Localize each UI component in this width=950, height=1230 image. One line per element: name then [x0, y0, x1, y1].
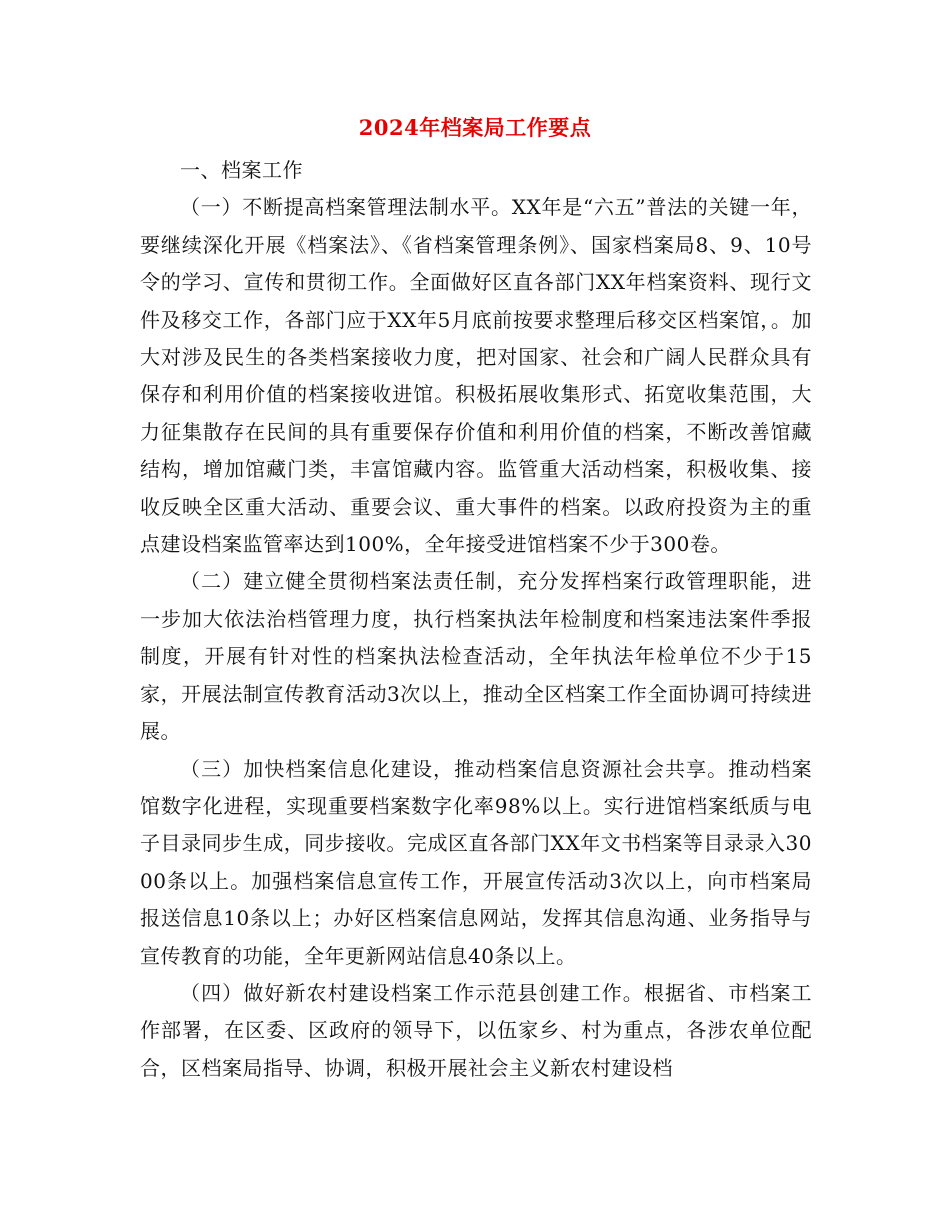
paragraph-2: （二）建立健全贯彻档案法责任制，充分发挥档案行政管理职能，进一步加大依法治档管理力度，执行档案执法年检制度和档案违法案件季报制度，开展有针对性的档案执法检查活动，全年执法年检单位不少于15家，开展法制宣传教育活动3次以上，推动全区档案工作全面协调可持续进展。 — [140, 569, 812, 744]
paragraph-4: （四）做好新农村建设档案工作示范县创建工作。根据省、市档案工作部署，在区委、区政府的领导下，以伍家乡、村为重点，各涉农单位配合，区档案局指导、协调，积极开展社会主义新农村建设档 — [140, 980, 812, 1080]
document-title: 2024年档案局工作要点 — [358, 115, 592, 140]
paragraph-1: （一）不断提高档案管理法制水平。XX年是“六五”普法的关键一年，要继续深化开展《档案法》、《省档案管理条例》、国家档案局8、9、10号令的学习、宣传和贯彻工作。全面做好区直各部门XX年档案资料、现行文件及移交工作，各部门应于XX年5月底前按要求整理后移交区档案馆，。加大对涉及民生的各类档案接收力度，把对国家、社会和广阔人民群众具有保存和利用价值的档案接收进馆。积极拓展收集形式、拓宽收集范围，大力征集散存在民间的具有重要保存价值和利用价值的档案，不断改善馆藏结构，增加馆藏门类，丰富馆藏内容。监管重大活动档案，积极收集、接收反映全区重大活动、重要会议、重大事件的档案。以政府投资为主的重点建设档案监管率达到100%，全年接受进馆档案不少于300卷。 — [140, 195, 812, 557]
document-body — [140, 152, 812, 1087]
paragraph-3: （三）加快档案信息化建设，推动档案信息资源社会共享。推动档案馆数字化进程，实现重要档案数字化率98%以上。实行进馆档案纸质与电子目录同步生成，同步接收。完成区直各部门XX年文书档案等目录录入3000条以上。加强档案信息宣传工作，开展宣传活动3次以上，向市档案局报送信息10条以上；办好区档案信息网站，发挥其信息沟通、业务指导与宣传教育的功能，全年更新网站信息40条以上。 — [140, 756, 812, 968]
section-heading: 一、档案工作 — [180, 158, 303, 182]
